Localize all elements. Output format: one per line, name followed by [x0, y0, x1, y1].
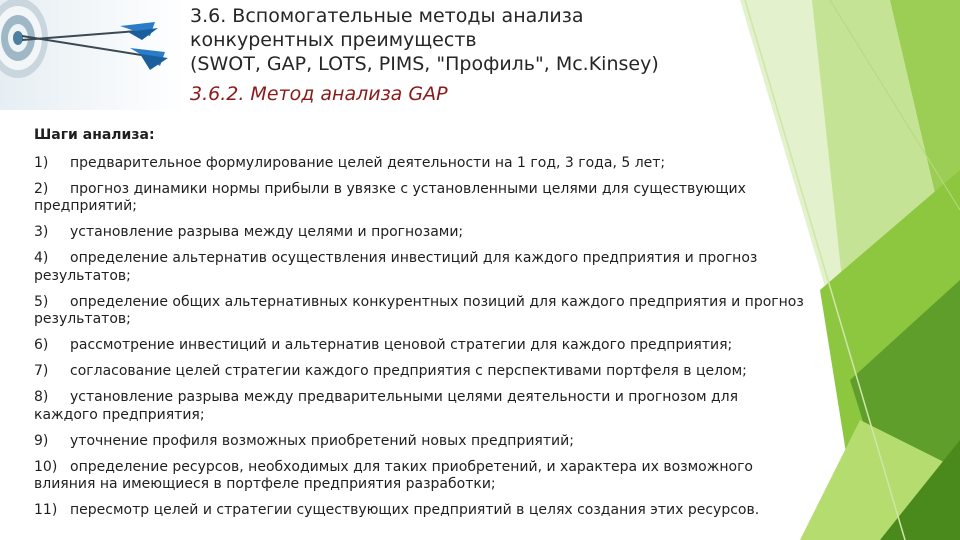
step-number: 3) — [34, 224, 49, 240]
step-item — [34, 294, 804, 329]
step-item — [34, 363, 804, 381]
step-text: определение ресурсов, необходимых для таких приобретений, и характера их возможного влияния на имеющиеся в портфеле предприятия разработки; — [34, 458, 753, 492]
step-number: 7) — [34, 363, 49, 379]
title-line: (SWOT, GAP, LOTS, PIMS, "Профиль", Mc.Kinsey) — [190, 53, 659, 75]
step-number: 6) — [34, 337, 49, 353]
step-item — [34, 250, 804, 285]
step-text: уточнение профиля возможных приобретений новых предприятий; — [70, 432, 574, 449]
step-item — [34, 155, 804, 173]
step-number: 1) — [34, 154, 49, 171]
step-item — [34, 433, 804, 451]
step-number: 9) — [34, 432, 49, 449]
step-text: определение альтернатив осуществления инвестиций для каждого предприятия и прогноз результатов; — [34, 250, 758, 284]
step-number: 2) — [34, 180, 49, 197]
slide-subtitle: 3.6.2. Метод анализа GAP — [190, 83, 448, 105]
steps-heading: Шаги анализа: — [34, 127, 155, 143]
step-item — [34, 502, 804, 520]
step-text: установление разрыва между предварительными целями деятельности и прогнозом для каждого предприятия; — [34, 389, 739, 423]
step-item — [34, 389, 804, 424]
step-number: 5) — [34, 293, 49, 310]
step-text: рассмотрение инвестиций и альтернатив ценовой стратегии для каждого предприятия; — [70, 337, 733, 353]
step-number: 10) — [34, 458, 58, 475]
step-item — [34, 337, 804, 355]
title-line: 3.6. Вспомогательные методы анализа — [190, 5, 584, 27]
slide-title — [190, 4, 750, 76]
step-item — [34, 224, 804, 242]
step-number: 11) — [34, 502, 58, 518]
step-text: установление разрыва между целями и прогнозами; — [70, 224, 464, 240]
step-text: предварительное формулирование целей деятельности на 1 год, 3 года, 5 лет; — [70, 154, 666, 171]
step-number: 8) — [34, 389, 49, 405]
step-item — [34, 459, 804, 494]
step-text: прогноз динамики нормы прибыли в увязке с установленными целями для существующих предприятий; — [34, 180, 746, 214]
title-line: конкурентных преимуществ — [190, 29, 477, 51]
steps-content — [34, 127, 804, 528]
step-text: определение общих альтернативных конкурентных позиций для каждого предприятия и прогноз результатов; — [34, 293, 804, 327]
step-text: пересмотр целей и стратегии существующих предприятий в целях создания этих ресурсов. — [70, 502, 760, 518]
step-text: согласование целей стратегии каждого предприятия с перспективами портфеля в целом; — [70, 363, 747, 379]
target-with-arrows-icon — [0, 0, 185, 110]
step-item — [34, 181, 804, 216]
step-number: 4) — [34, 250, 49, 266]
